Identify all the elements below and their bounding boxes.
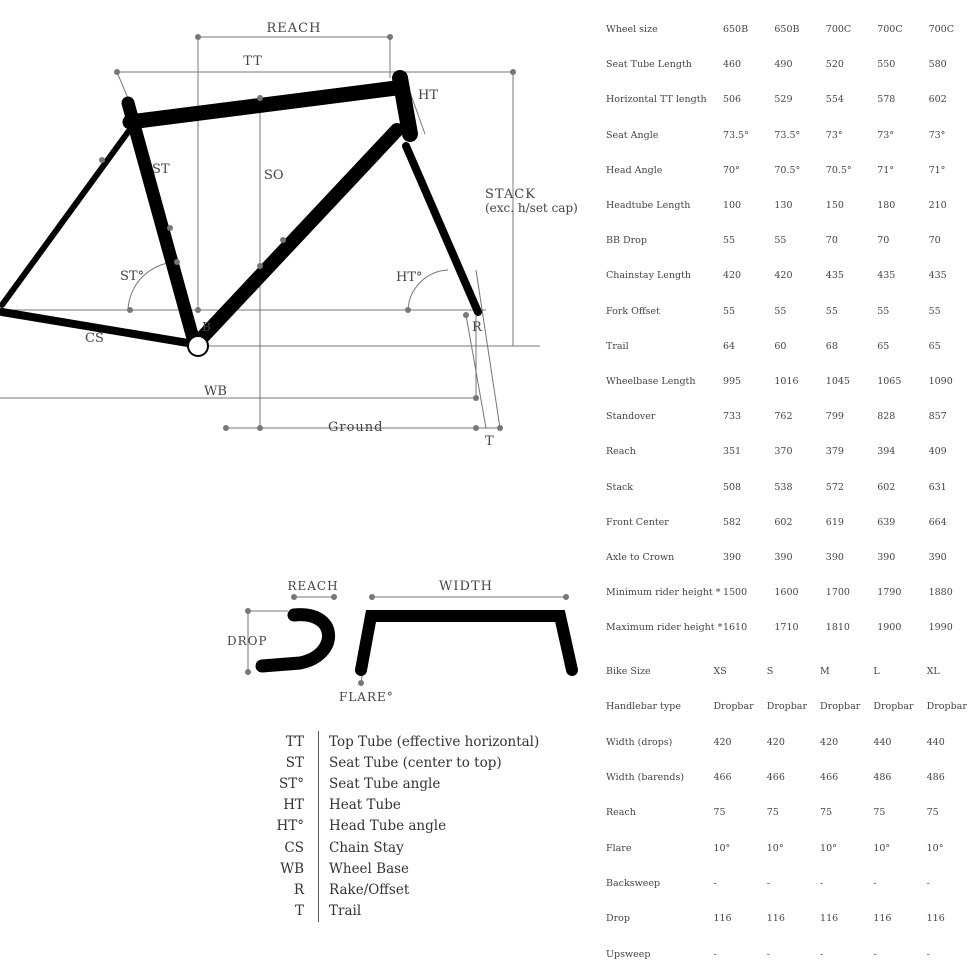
- table-cell: 466: [766, 772, 785, 784]
- table-cell: 409: [928, 446, 947, 458]
- legend-abbr: HT: [262, 795, 319, 816]
- table-cell: 550: [877, 59, 896, 71]
- table-cell: 1710: [774, 622, 799, 634]
- reach-label: REACH: [266, 21, 322, 36]
- row-label: Front Center: [606, 516, 669, 528]
- legend-desc: Head Tube angle: [329, 818, 447, 835]
- table-cell: 650B: [722, 24, 749, 36]
- table-cell: 75: [713, 807, 726, 819]
- table-cell: 650B: [774, 24, 800, 36]
- table-cell: 71°: [928, 164, 946, 176]
- table-cell: 664: [928, 516, 947, 528]
- legend-abbr: T: [262, 901, 319, 922]
- table-row: [606, 540, 980, 575]
- legend-row: [262, 858, 562, 879]
- legend-desc: Seat Tube angle: [329, 775, 441, 792]
- table-cell: 1500: [722, 587, 748, 599]
- table-cell: Dropbar: [873, 701, 914, 713]
- row-label: Backsweep: [606, 877, 661, 889]
- table-row: [606, 469, 980, 504]
- row-label: Maximum rider height *: [606, 622, 723, 634]
- row-label: Wheelbase Length: [606, 375, 696, 387]
- table-cell: 70: [825, 235, 838, 247]
- table-cell: 370: [774, 446, 793, 458]
- table-cell: 1600: [774, 587, 799, 599]
- bar-flare-label: FLARE°: [339, 690, 394, 704]
- table-cell: 828: [877, 411, 896, 423]
- table-cell: 55: [774, 305, 787, 317]
- table-cell: 1016: [774, 375, 799, 387]
- table-cell: 733: [722, 411, 742, 423]
- table-cell: 10°: [713, 842, 731, 854]
- table-cell: 68: [825, 340, 838, 352]
- table-cell: 529: [774, 94, 793, 106]
- table-cell: 799: [825, 411, 844, 423]
- table-row: [606, 936, 980, 971]
- ground-label: Ground: [328, 420, 384, 435]
- table-cell: -: [713, 948, 717, 960]
- legend-row: [262, 773, 562, 794]
- table-cell: 490: [774, 59, 793, 71]
- st-angle-label: ST°: [120, 269, 145, 284]
- row-label: BB Drop: [606, 235, 647, 247]
- row-label: Stack: [606, 481, 634, 493]
- table-cell: 210: [928, 200, 947, 212]
- table-row: [606, 329, 980, 364]
- so-label: SO: [264, 168, 284, 183]
- row-label: Wheel size: [606, 24, 658, 36]
- table-cell: 116: [926, 913, 945, 925]
- table-cell: 466: [820, 772, 839, 784]
- table-cell: 506: [722, 94, 742, 106]
- table-cell: 420: [713, 736, 732, 748]
- table-cell: 10°: [926, 842, 944, 854]
- table-cell: 55: [928, 305, 941, 317]
- legend-desc: Wheel Base: [329, 860, 410, 877]
- legend-abbr: CS: [262, 837, 319, 858]
- table-row: [606, 434, 980, 469]
- table-row: [606, 118, 980, 153]
- legend-desc: Top Tube (effective horizontal): [329, 733, 540, 750]
- table-cell: 116: [873, 913, 892, 925]
- table-row: [606, 689, 980, 724]
- bb-label: B: [202, 320, 211, 334]
- row-label: Headtube Length: [606, 200, 691, 212]
- table-cell: 100: [722, 200, 742, 212]
- table-cell: 1990: [928, 622, 953, 634]
- legend-abbr: TT: [262, 731, 319, 752]
- table-cell: Dropbar: [766, 701, 807, 713]
- table-row: [606, 654, 980, 689]
- table-cell: 75: [820, 807, 833, 819]
- stack-label: STACK: [485, 187, 536, 202]
- legend: [262, 731, 562, 922]
- bar-side-profile: [262, 615, 329, 666]
- table-cell: -: [820, 948, 824, 960]
- table-cell: 70.5°: [774, 164, 801, 176]
- handlebar-diagram: [0, 0, 600, 720]
- row-label: Fork Offset: [606, 305, 660, 317]
- table-cell: 420: [820, 736, 839, 748]
- legend-desc: Trail: [329, 903, 362, 920]
- table-cell: 10°: [820, 842, 837, 854]
- table-cell: 150: [825, 200, 844, 212]
- ht-angle-label: HT°: [396, 270, 423, 285]
- row-label: Upsweep: [606, 948, 651, 960]
- table-cell: S: [766, 666, 774, 678]
- table-cell: 70.5°: [825, 164, 852, 176]
- table-cell: 64: [722, 340, 736, 352]
- table-cell: 1700: [825, 587, 850, 599]
- table-row: [606, 47, 980, 82]
- cs-label: CS: [85, 331, 104, 346]
- table-cell: 379: [825, 446, 844, 458]
- table-cell: M: [820, 666, 830, 678]
- table-cell: 857: [928, 411, 947, 423]
- table-row: [606, 12, 980, 47]
- table-cell: 554: [825, 94, 844, 106]
- table-row: [606, 294, 980, 329]
- bar-width-label: WIDTH: [439, 579, 493, 594]
- row-label: Reach: [606, 807, 636, 819]
- row-label: Handlebar type: [606, 701, 682, 713]
- legend-desc: Chain Stay: [329, 839, 404, 856]
- table-cell: 602: [774, 516, 793, 528]
- st-label: ST: [152, 162, 170, 177]
- legend-abbr: ST°: [262, 773, 319, 794]
- table-cell: 73.5°: [774, 129, 801, 141]
- row-label: Seat Tube Length: [606, 59, 692, 71]
- table-cell: 582: [722, 516, 742, 528]
- table-cell: 1900: [877, 622, 902, 634]
- table-cell: 1810: [825, 622, 850, 634]
- table-cell: 538: [774, 481, 793, 493]
- stack-note: (exc. h/set cap): [485, 201, 578, 215]
- table-cell: 508: [722, 481, 742, 493]
- table-cell: 580: [928, 59, 947, 71]
- row-label: Drop: [606, 913, 630, 925]
- table-cell: 390: [722, 551, 742, 563]
- table-row: [606, 575, 980, 610]
- row-label: Trail: [606, 340, 629, 352]
- table-cell: 390: [825, 551, 844, 563]
- table-cell: XS: [713, 666, 727, 678]
- table-cell: 65: [877, 340, 890, 352]
- table-cell: 435: [877, 270, 896, 282]
- legend-abbr: HT°: [262, 816, 319, 837]
- legend-abbr: R: [262, 879, 319, 900]
- table-cell: -: [873, 877, 877, 889]
- table-cell: 75: [766, 807, 779, 819]
- row-label: Bike Size: [606, 666, 651, 678]
- table-cell: 394: [877, 446, 896, 458]
- legend-row: [262, 837, 562, 858]
- table-cell: 420: [774, 270, 793, 282]
- legend-desc: Rake/Offset: [329, 881, 410, 898]
- table-cell: 440: [926, 736, 945, 748]
- table-cell: 1610: [722, 622, 748, 634]
- table-row: [606, 258, 980, 293]
- table-cell: -: [766, 948, 770, 960]
- legend-desc: Seat Tube (center to top): [329, 754, 502, 771]
- legend-row: [262, 879, 562, 900]
- table-cell: 130: [774, 200, 793, 212]
- table-cell: 75: [873, 807, 886, 819]
- table-cell: 1045: [825, 375, 850, 387]
- table-cell: 995: [722, 375, 742, 387]
- table-cell: -: [766, 877, 770, 889]
- row-label: Minimum rider height *: [606, 587, 721, 599]
- bar-shapes: [262, 615, 572, 670]
- table-cell: 1090: [928, 375, 953, 387]
- table-cell: 390: [877, 551, 896, 563]
- table-cell: 1880: [928, 587, 953, 599]
- row-label: Seat Angle: [606, 129, 659, 141]
- table-cell: 1065: [877, 375, 902, 387]
- table-row: [606, 82, 980, 117]
- row-label: Head Angle: [606, 164, 663, 176]
- legend-row: [262, 795, 562, 816]
- table-cell: 420: [766, 736, 785, 748]
- table-cell: 70°: [722, 164, 740, 176]
- table-cell: 351: [722, 446, 742, 458]
- table-cell: 435: [825, 270, 844, 282]
- table-cell: 70: [928, 235, 941, 247]
- table-row: [606, 725, 980, 760]
- table-cell: 460: [722, 59, 742, 71]
- table-cell: 1790: [877, 587, 902, 599]
- row-label: Flare: [606, 842, 632, 854]
- table-cell: 55: [774, 235, 787, 247]
- table-cell: 73.5°: [722, 129, 749, 141]
- table-cell: 70: [877, 235, 890, 247]
- table-row: [606, 505, 980, 540]
- table-cell: 520: [825, 59, 844, 71]
- table-cell: -: [926, 948, 930, 960]
- legend-desc: Heat Tube: [329, 797, 401, 814]
- row-label: Standover: [606, 411, 656, 423]
- table-cell: 73°: [877, 129, 895, 141]
- legend-row: [262, 901, 562, 922]
- table-cell: 75: [926, 807, 939, 819]
- row-label: Horizontal TT length: [606, 94, 707, 106]
- table-row: [606, 364, 980, 399]
- table-cell: 440: [873, 736, 892, 748]
- table-cell: -: [873, 948, 877, 960]
- table-cell: L: [873, 666, 880, 678]
- t-label: T: [485, 434, 494, 449]
- wb-label: WB: [204, 384, 227, 399]
- legend-abbr: WB: [262, 858, 319, 879]
- table-cell: 55: [825, 305, 838, 317]
- row-label: Chainstay Length: [606, 270, 692, 282]
- table-cell: Dropbar: [713, 701, 754, 713]
- table-cell: 116: [713, 913, 732, 925]
- table-cell: 71°: [877, 164, 895, 176]
- table-row: [606, 760, 980, 795]
- table-cell: 435: [928, 270, 947, 282]
- table-cell: 55: [877, 305, 890, 317]
- table-cell: 390: [928, 551, 947, 563]
- table-cell: 65: [928, 340, 941, 352]
- table-cell: 486: [926, 772, 945, 784]
- table-cell: 700C: [928, 24, 954, 36]
- table-row: [606, 795, 980, 830]
- table-cell: 10°: [766, 842, 784, 854]
- ht-label: HT: [418, 88, 439, 103]
- table-cell: 631: [928, 481, 947, 493]
- handlebar-table: [606, 654, 980, 972]
- table-cell: 116: [766, 913, 785, 925]
- tt-label: TT: [243, 54, 263, 69]
- table-cell: 55: [722, 305, 736, 317]
- bar-front-profile: [361, 616, 572, 670]
- table-cell: 700C: [825, 24, 852, 36]
- table-row: [606, 223, 980, 258]
- table-row: [606, 901, 980, 936]
- table-cell: Dropbar: [820, 701, 861, 713]
- table-row: [606, 610, 980, 645]
- table-cell: 466: [713, 772, 732, 784]
- legend-row: [262, 816, 562, 837]
- row-label: Axle to Crown: [606, 551, 675, 563]
- row-label: Width (barends): [606, 772, 685, 784]
- table-cell: 578: [877, 94, 896, 106]
- table-cell: -: [713, 877, 717, 889]
- table-cell: 602: [928, 94, 947, 106]
- table-cell: 116: [820, 913, 839, 925]
- table-cell: 73°: [928, 129, 946, 141]
- table-cell: 619: [825, 516, 844, 528]
- r-label: R: [472, 320, 482, 335]
- table-row: [606, 866, 980, 901]
- table-cell: 486: [873, 772, 892, 784]
- table-cell: 73°: [825, 129, 843, 141]
- table-cell: 762: [774, 411, 793, 423]
- table-cell: XL: [926, 666, 940, 678]
- table-cell: -: [820, 877, 824, 889]
- legend-abbr: ST: [262, 752, 319, 773]
- table-cell: 639: [877, 516, 896, 528]
- table-cell: -: [926, 877, 930, 889]
- table-row: [606, 153, 980, 188]
- table-cell: 572: [825, 481, 844, 493]
- bar-reach-label: REACH: [287, 579, 339, 593]
- legend-row: [262, 731, 562, 752]
- table-cell: 180: [877, 200, 896, 212]
- table-cell: 10°: [873, 842, 891, 854]
- table-cell: 55: [722, 235, 736, 247]
- table-cell: 390: [774, 551, 793, 563]
- legend-row: [262, 752, 562, 773]
- table-row: [606, 830, 980, 865]
- geometry-table: [606, 12, 980, 645]
- table-cell: 700C: [877, 24, 903, 36]
- table-cell: 60: [774, 340, 787, 352]
- row-label: Width (drops): [606, 736, 673, 748]
- bar-drop-label: DROP: [227, 634, 268, 648]
- table-cell: Dropbar: [926, 701, 967, 713]
- row-label: Reach: [606, 446, 636, 458]
- bar-dots: [245, 594, 569, 686]
- table-cell: 420: [722, 270, 742, 282]
- table-row: [606, 399, 980, 434]
- table-cell: 602: [877, 481, 896, 493]
- table-row: [606, 188, 980, 223]
